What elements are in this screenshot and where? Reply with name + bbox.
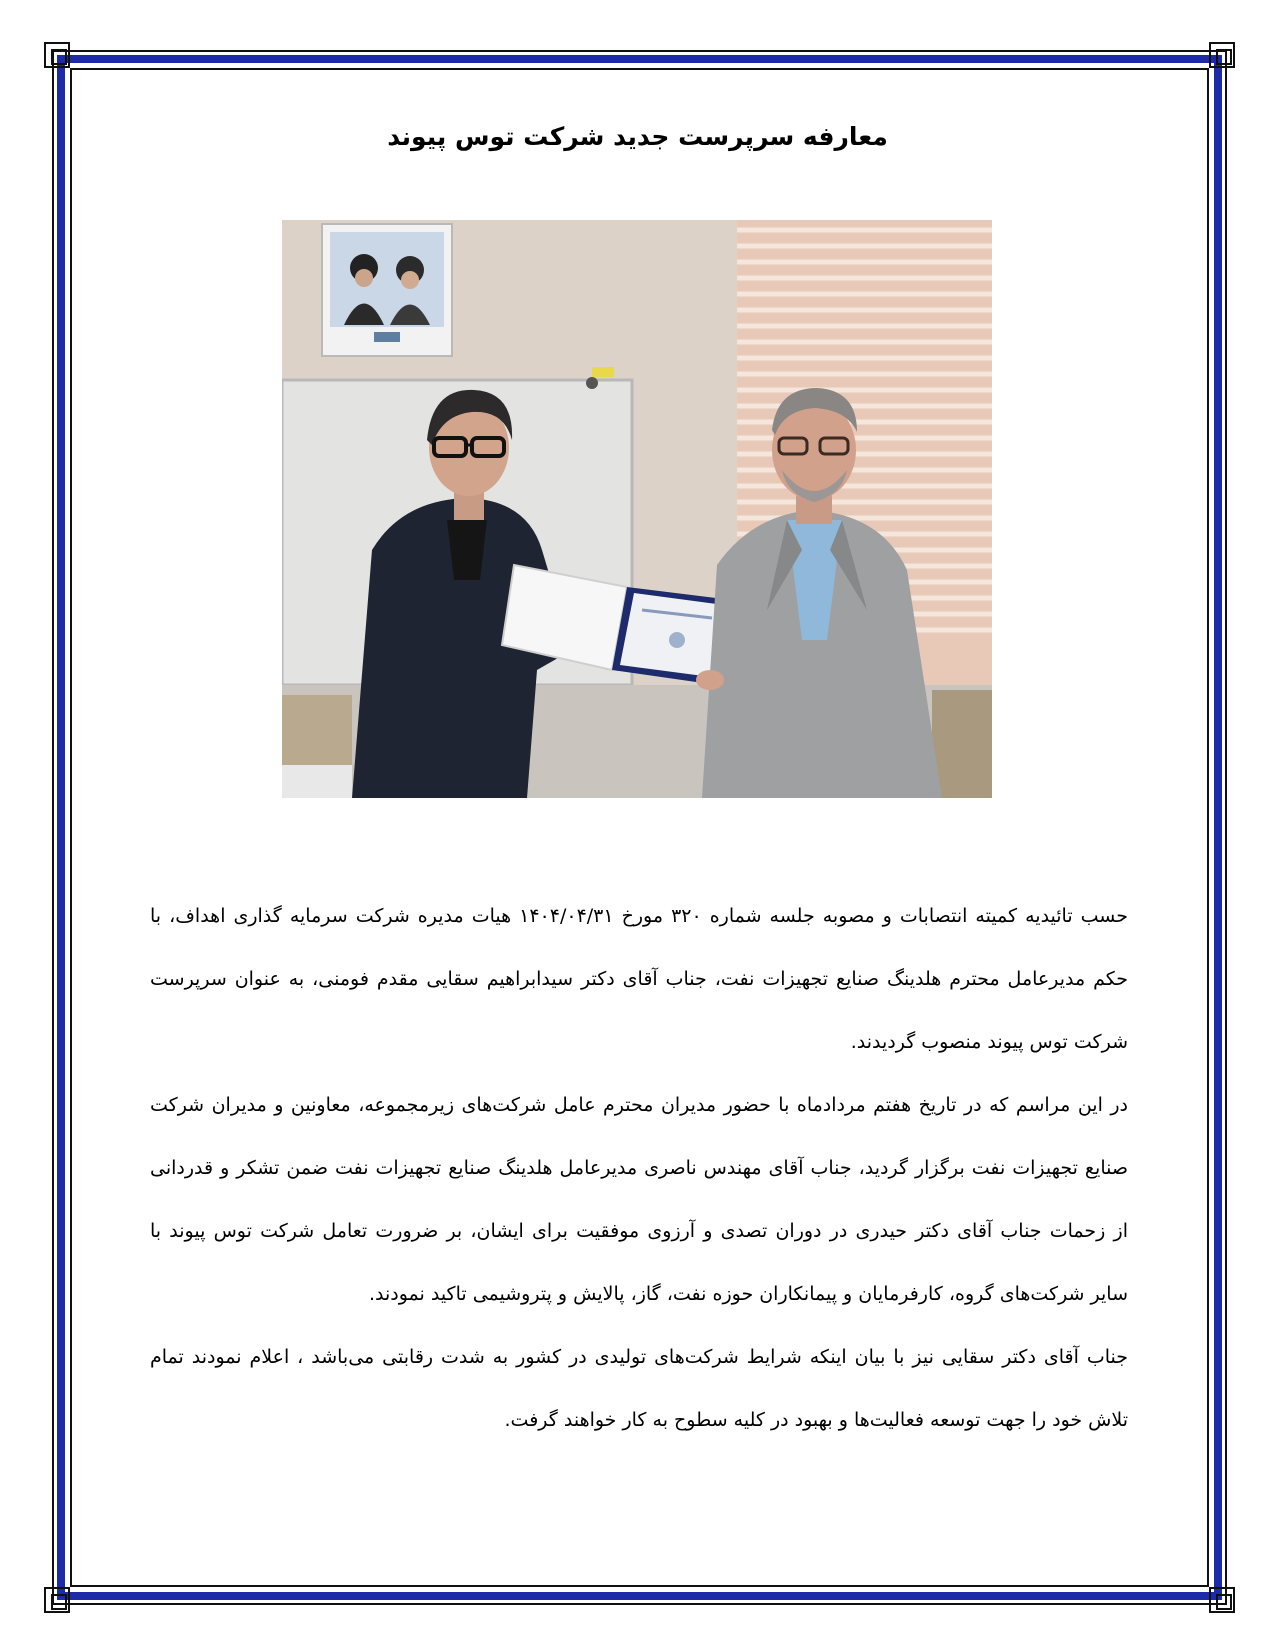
paragraph: جناب آقای دکتر سقایی نیز با بیان اینکه شرایط شرکت‌های تولیدی در کشور به شدت رقابتی می‌باشد ، اعلام نمودند تمام تلاش خود را جهت توسعه فعالیت‌ها و بهبود در کلیه سطوح به کار خواهند گرفت. xyxy=(150,1346,1128,1431)
border-corner-ornament xyxy=(1209,42,1235,68)
paragraph: حسب تائیدیه کمیته انتصابات و مصوبه جلسه شماره ۳۲۰ مورخ ۱۴۰۴/۰۴/۳۱ هیات مدیره شرکت سرمایه گذاری اهداف، با حکم مدیرعامل محترم هلدینگ صنایع تجهیزات نفت، جناب آقای دکتر سیدابراهیم سقایی مقدم فومنی، به عنوان سرپرست شرکت توس پیوند منصوب گردیدند. xyxy=(150,905,1129,1053)
paragraph: در این مراسم که در تاریخ هفتم مردادماه با حضور مدیران محترم عامل شرکت‌های زیرمجموعه، معاونین و مدیران شرکت صنایع تجهیزات نفت برگزار گردید، جناب آقای مهندس ناصری مدیرعامل هلدینگ صنایع تجهیزات نفت ضمن تشکر و قدردانی از زحمات جناب آقای دکتر حیدری در دوران تصدی و آرزوی موفقیت برای ایشان، بر ضرورت تعامل شرکت توس پیوند با سایر شرکت‌های گروه، کارفرمایان و پیمانکاران حوزه نفت، گاز، پالایش و پتروشیمی تاکید نمودند. xyxy=(150,1094,1128,1305)
border-corner-ornament xyxy=(1209,1587,1235,1613)
page-title: معارفه سرپرست جدید شرکت توس پیوند xyxy=(387,122,888,151)
border-corner-ornament xyxy=(44,1587,70,1613)
ceremony-photo xyxy=(282,220,992,798)
border-corner-ornament xyxy=(44,42,70,68)
article-body xyxy=(150,885,1128,1452)
